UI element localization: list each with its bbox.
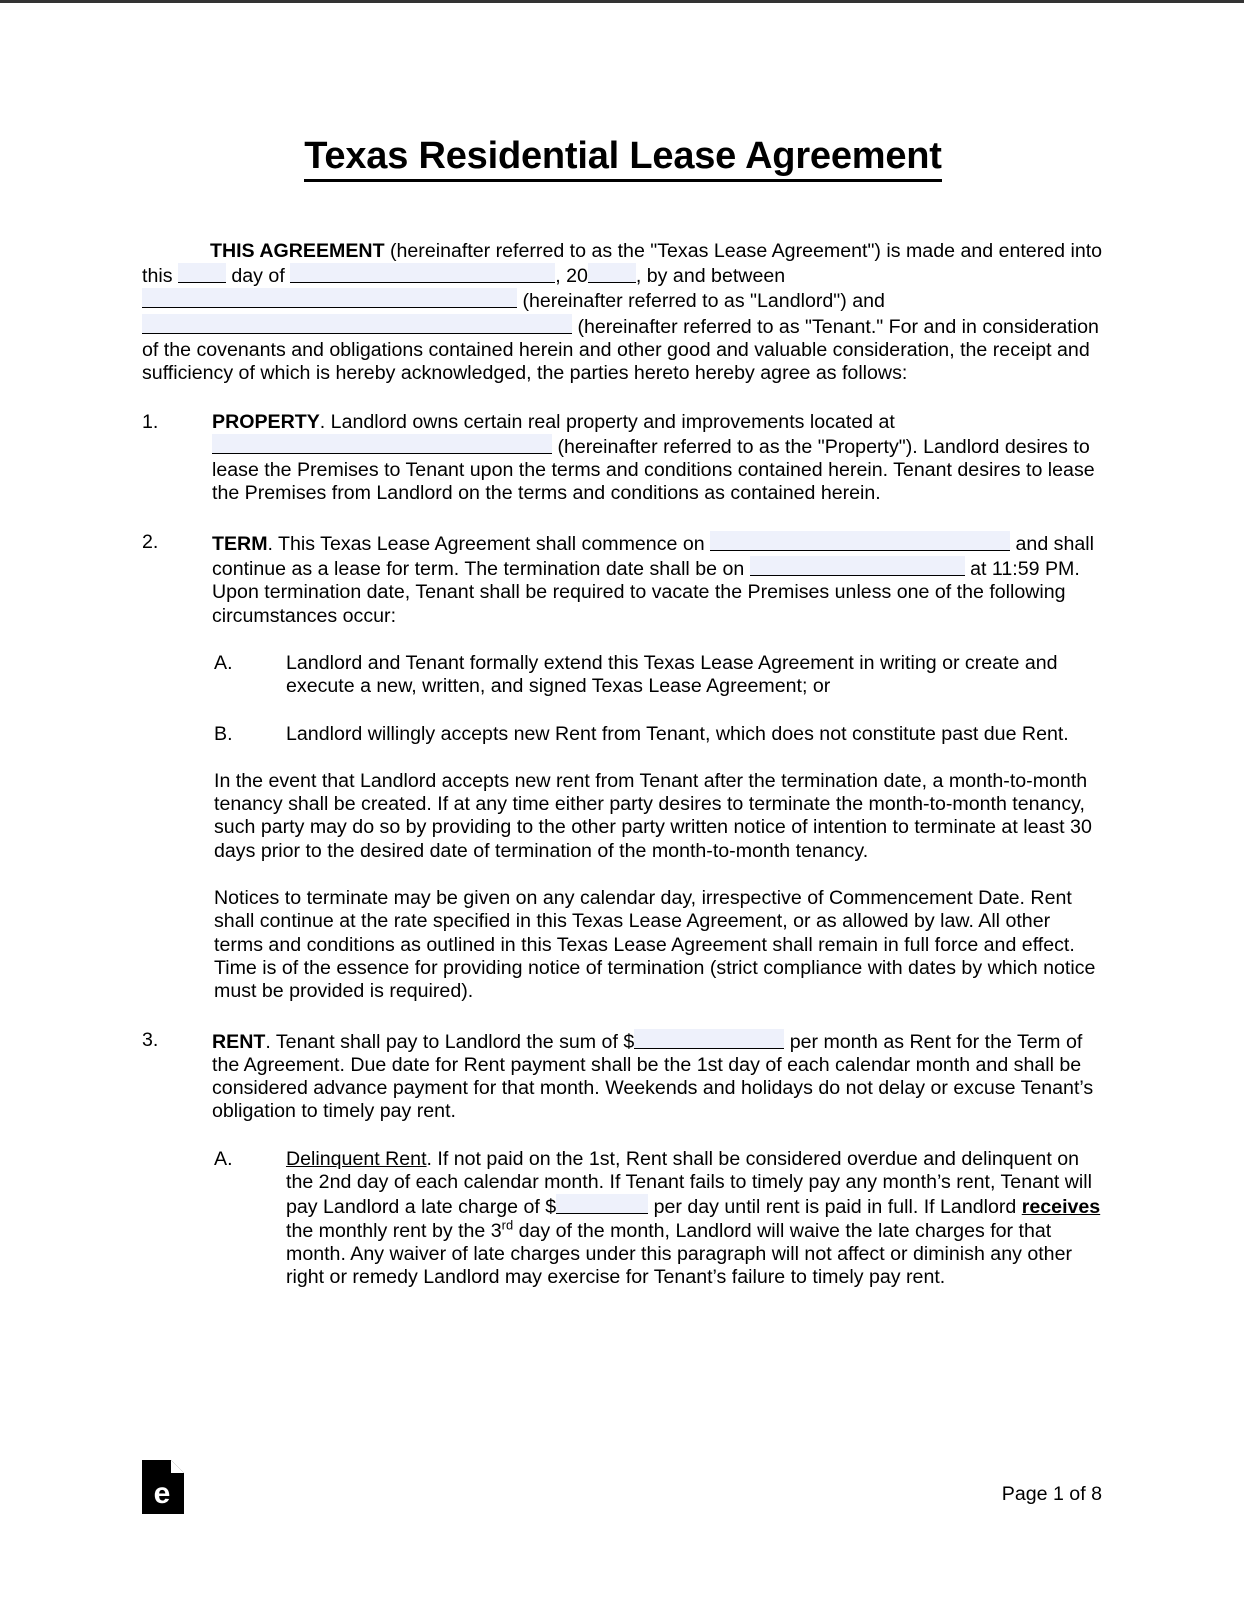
subclause-text-2b: Landlord willingly accepts new Rent from Tenant, which does not constitute past due Rent. <box>286 722 1069 745</box>
page-title-text: Texas Residential Lease Agreement <box>304 135 942 182</box>
subclause-letter-3a: A. <box>214 1147 233 1170</box>
tenant-name-blank-field[interactable] <box>142 314 572 334</box>
delinquent-text-2: per day until rent is paid in full. If Landlord <box>648 1196 1022 1219</box>
termination-date-blank-field[interactable] <box>750 556 965 576</box>
year-blank-field[interactable] <box>588 263 636 283</box>
delinquent-text-3: the monthly rent by the 3 <box>286 1219 502 1242</box>
svg-text:e: e <box>153 1477 171 1510</box>
intro-paragraph <box>142 240 1104 386</box>
clause-3-text-2: per month as Rent for the Term of the Agreement. Due date for Rent payment shall be the 1st day of each calendar month and shall be considered advance payment for that month. Weekends and holidays do not delay or excuse Tenant’s obligation to timely pay rent. <box>212 1030 1094 1123</box>
clause-heading-rent: RENT <box>212 1030 266 1053</box>
clause-property <box>142 411 1104 506</box>
clause-1-text-1: . Landlord owns certain real property and improvements located at <box>319 410 895 433</box>
page-title <box>142 3 1104 178</box>
subclause-letter-2a: A. <box>214 651 233 674</box>
clause-1-text-2: (hereinafter referred to as the "Property"). Landlord desires to lease the Premises to Tenant upon the terms and conditions contained herein. Tenant desires to lease the Premises from Landlord on the terms and conditions as contained herein. <box>212 435 1095 505</box>
month-blank-field[interactable] <box>290 263 555 283</box>
term-paragraph-month-to-month: In the event that Landlord accepts new rent from Tenant after the termination date, a month-to-month tenancy shall be created. If at any time either party desires to terminate the month-to-month tenancy, such party may do so by providing to the other party written notice of intention to terminate at least 30 days prior to the desired date of termination of the month-to-month tenancy. <box>214 769 1092 862</box>
day-blank-field[interactable] <box>178 263 226 283</box>
clause-number-1: 1. <box>142 410 159 433</box>
clause-rent <box>142 1029 1104 1124</box>
property-address-blank-field[interactable] <box>212 434 552 454</box>
subclause-text-2a: Landlord and Tenant formally extend this Texas Lease Agreement in writing or create and execute a new, written, and signed Texas Lease Agreement; or <box>286 651 1058 698</box>
landlord-name-blank-field[interactable] <box>142 288 517 308</box>
eforms-logo-icon <box>142 1460 184 1514</box>
clause-body-3 <box>212 1029 1104 1124</box>
subclause-heading-delinquent-rent: Delinquent Rent <box>286 1147 427 1170</box>
subclause-letter-2b: B. <box>214 722 233 745</box>
clause-2-text-3: at 11:59 PM. Upon termination date, Tenant shall be required to vacate the Premises unless one of the following circumstances occur: <box>212 558 1080 627</box>
clause-term <box>142 531 1104 628</box>
clause-body-1 <box>212 411 1104 506</box>
subclause-term-a <box>214 652 1104 699</box>
intro-text-2: day of <box>225 265 291 288</box>
intro-text-1: (hereinafter referred to as the "Texas Lease Agreement") is made and entered into this <box>142 239 1103 288</box>
intro-text-3: , 20 <box>555 265 588 288</box>
clause-number-3: 3. <box>142 1028 159 1051</box>
monthly-rent-amount-blank-field[interactable] <box>634 1029 784 1049</box>
clause-2-text-2: and shall continue as a lease for term. The termination date shall be on <box>212 532 1094 581</box>
page-number-label: Page 1 of 8 <box>1001 1482 1102 1505</box>
ordinal-suffix-rd: rd <box>501 1217 514 1233</box>
clause-3-text-1: . Tenant shall pay to Landlord the sum of $ <box>265 1030 635 1053</box>
late-charge-amount-blank-field[interactable] <box>556 1194 648 1214</box>
subclause-term-b <box>214 723 1104 746</box>
page-content-area <box>142 3 1104 1610</box>
clause-body-2 <box>212 531 1104 628</box>
subclause-delinquent-rent <box>214 1148 1104 1290</box>
clause-2-text-1: . This Texas Lease Agreement shall commence on <box>267 532 711 555</box>
clause-number-2: 2. <box>142 530 159 553</box>
delinquent-emphasis-receives: receives <box>1021 1196 1101 1219</box>
intro-text-6: (hereinafter referred to as "Tenant." For and in consideration of the covenants and obligations contained herein and other good and valuable consideration, the receipt and sufficiency of which is hereby acknowledged, the parties hereto hereby agree as follows: <box>142 315 1099 385</box>
delinquent-text-1: . If not paid on the 1st, Rent shall be considered overdue and delinquent on the 2nd day of each calendar month. If Tenant fails to timely pay any month’s rent, Tenant will pay Landlord a late charge of $ <box>286 1147 1092 1219</box>
delinquent-text-4: day of the month, Landlord will waive the late charges for that month. Any waiver of late charges under this paragraph will not affect or diminish any other right or remedy Landlord may exercise for Tenant’s failure to timely pay rent. <box>286 1219 1072 1289</box>
clause-heading-property: PROPERTY <box>212 410 320 433</box>
intro-text-5: (hereinafter referred to as "Landlord") and <box>517 290 885 313</box>
commencement-date-blank-field[interactable] <box>710 531 1010 551</box>
clause-heading-term: TERM <box>212 532 268 555</box>
page-footer <box>0 1454 1244 1514</box>
intro-text-4: , by and between <box>635 265 786 288</box>
subclause-text-3a <box>286 1148 1104 1290</box>
term-paragraph-notices: Notices to terminate may be given on any calendar day, irrespective of Commencement Date. Rent shall continue at the rate specified in this Texas Lease Agreement, or as allowed by law. All other terms and conditions as outlined in this Texas Lease Agreement shall remain in full force and effect. Time is of the essence for providing notice of termination (strict compliance with dates by which notice must be provided is required). <box>214 887 1096 1003</box>
intro-lead-label: THIS AGREEMENT <box>210 239 385 262</box>
